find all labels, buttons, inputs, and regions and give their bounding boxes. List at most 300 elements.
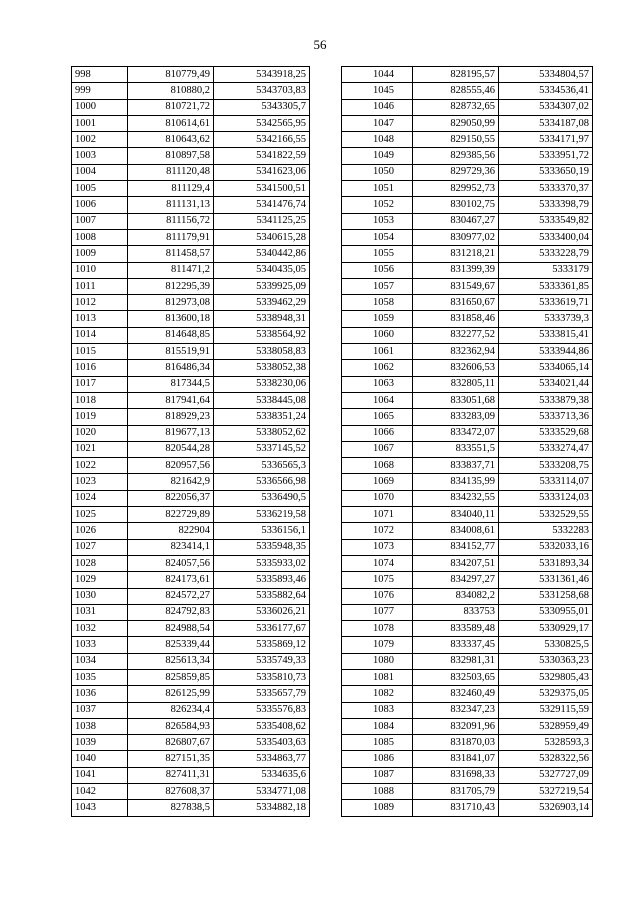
y-coordinate-cell: 5333619,71	[499, 295, 593, 311]
y-coordinate-cell: 5333124,03	[499, 490, 593, 506]
table-row	[342, 376, 593, 392]
table-row	[72, 718, 310, 734]
x-coordinate-cell: 824173,61	[128, 572, 214, 588]
y-coordinate-cell: 5334187,08	[499, 115, 593, 131]
table-row	[342, 490, 593, 506]
y-coordinate-cell: 5333650,19	[499, 164, 593, 180]
point-number-cell: 1046	[342, 99, 413, 115]
y-coordinate-cell: 5339925,09	[214, 278, 310, 294]
y-coordinate-cell: 5340615,28	[214, 229, 310, 245]
x-coordinate-cell: 820957,56	[128, 458, 214, 474]
y-coordinate-cell: 5333549,82	[499, 213, 593, 229]
y-coordinate-cell: 5328593,3	[499, 735, 593, 751]
x-coordinate-cell: 826234,4	[128, 702, 214, 718]
table-row	[72, 99, 310, 115]
point-number-cell: 1081	[342, 669, 413, 685]
x-coordinate-cell: 811129,4	[128, 181, 214, 197]
y-coordinate-cell: 5332283	[499, 523, 593, 539]
table-row	[72, 327, 310, 343]
y-coordinate-cell: 5327219,54	[499, 784, 593, 800]
table-row	[342, 278, 593, 294]
x-coordinate-cell: 829050,99	[413, 115, 499, 131]
x-coordinate-cell: 834297,27	[413, 572, 499, 588]
y-coordinate-cell: 5333179	[499, 262, 593, 278]
table-row	[342, 555, 593, 571]
point-number-cell: 1033	[72, 637, 128, 653]
point-number-cell: 1078	[342, 621, 413, 637]
coordinates-table-left-body	[72, 67, 310, 817]
table-row	[72, 474, 310, 490]
table-row	[72, 213, 310, 229]
x-coordinate-cell: 828732,65	[413, 99, 499, 115]
x-coordinate-cell: 811156,72	[128, 213, 214, 229]
table-row	[342, 148, 593, 164]
y-coordinate-cell: 5334863,77	[214, 751, 310, 767]
y-coordinate-cell: 5341125,25	[214, 213, 310, 229]
y-coordinate-cell: 5334171,97	[499, 132, 593, 148]
table-row	[72, 360, 310, 376]
y-coordinate-cell: 5334307,02	[499, 99, 593, 115]
point-number-cell: 998	[72, 67, 128, 83]
table-row	[72, 604, 310, 620]
y-coordinate-cell: 5336156,1	[214, 523, 310, 539]
point-number-cell: 1029	[72, 572, 128, 588]
point-number-cell: 1076	[342, 588, 413, 604]
table-row	[72, 507, 310, 523]
table-row	[342, 653, 593, 669]
point-number-cell: 1042	[72, 784, 128, 800]
point-number-cell: 1064	[342, 392, 413, 408]
x-coordinate-cell: 830977,02	[413, 229, 499, 245]
y-coordinate-cell: 5336177,67	[214, 621, 310, 637]
point-number-cell: 1086	[342, 751, 413, 767]
x-coordinate-cell: 811471,2	[128, 262, 214, 278]
y-coordinate-cell: 5333274,47	[499, 441, 593, 457]
point-number-cell: 1028	[72, 555, 128, 571]
x-coordinate-cell: 833472,07	[413, 425, 499, 441]
table-row	[342, 572, 593, 588]
y-coordinate-cell: 5326903,14	[499, 800, 593, 816]
table-row	[342, 67, 593, 83]
x-coordinate-cell: 810614,61	[128, 115, 214, 131]
table-row	[72, 246, 310, 262]
x-coordinate-cell: 810721,72	[128, 99, 214, 115]
point-number-cell: 1045	[342, 83, 413, 99]
table-row	[342, 229, 593, 245]
point-number-cell: 1061	[342, 344, 413, 360]
table-row	[342, 686, 593, 702]
x-coordinate-cell: 825613,34	[128, 653, 214, 669]
table-row	[342, 621, 593, 637]
point-number-cell: 1068	[342, 458, 413, 474]
point-number-cell: 1039	[72, 735, 128, 751]
table-row	[342, 115, 593, 131]
table-row	[72, 392, 310, 408]
point-number-cell: 1017	[72, 376, 128, 392]
table-row	[342, 344, 593, 360]
x-coordinate-cell: 823414,1	[128, 539, 214, 555]
x-coordinate-cell: 810779,49	[128, 67, 214, 83]
point-number-cell: 1021	[72, 441, 128, 457]
y-coordinate-cell: 5336565,3	[214, 458, 310, 474]
point-number-cell: 1049	[342, 148, 413, 164]
y-coordinate-cell: 5332529,55	[499, 507, 593, 523]
x-coordinate-cell: 827411,31	[128, 767, 214, 783]
y-coordinate-cell: 5333951,72	[499, 148, 593, 164]
point-number-cell: 1036	[72, 686, 128, 702]
table-row	[72, 181, 310, 197]
table-row	[72, 115, 310, 131]
x-coordinate-cell: 829729,36	[413, 164, 499, 180]
point-number-cell: 1074	[342, 555, 413, 571]
page-number: 56	[313, 37, 327, 52]
table-row	[342, 474, 593, 490]
table-row	[342, 441, 593, 457]
y-coordinate-cell: 5328959,49	[499, 718, 593, 734]
x-coordinate-cell: 830102,75	[413, 197, 499, 213]
x-coordinate-cell: 831698,33	[413, 767, 499, 783]
table-row	[342, 800, 593, 816]
x-coordinate-cell: 826584,93	[128, 718, 214, 734]
table-row	[342, 311, 593, 327]
point-number-cell: 999	[72, 83, 128, 99]
table-row	[72, 784, 310, 800]
x-coordinate-cell: 825859,85	[128, 669, 214, 685]
x-coordinate-cell: 831399,39	[413, 262, 499, 278]
point-number-cell: 1011	[72, 278, 128, 294]
x-coordinate-cell: 831705,79	[413, 784, 499, 800]
y-coordinate-cell: 5338948,31	[214, 311, 310, 327]
table-row	[342, 409, 593, 425]
table-row	[342, 637, 593, 653]
x-coordinate-cell: 834152,77	[413, 539, 499, 555]
y-coordinate-cell: 5342565,95	[214, 115, 310, 131]
point-number-cell: 1008	[72, 229, 128, 245]
y-coordinate-cell: 5333529,68	[499, 425, 593, 441]
y-coordinate-cell: 5336219,58	[214, 507, 310, 523]
y-coordinate-cell: 5335576,83	[214, 702, 310, 718]
table-row	[72, 735, 310, 751]
table-row	[72, 344, 310, 360]
point-number-cell: 1071	[342, 507, 413, 523]
x-coordinate-cell: 826807,67	[128, 735, 214, 751]
table-row	[72, 376, 310, 392]
point-number-cell: 1038	[72, 718, 128, 734]
point-number-cell: 1018	[72, 392, 128, 408]
table-row	[342, 164, 593, 180]
point-number-cell: 1077	[342, 604, 413, 620]
table-row	[342, 132, 593, 148]
point-number-cell: 1069	[342, 474, 413, 490]
y-coordinate-cell: 5334804,57	[499, 67, 593, 83]
point-number-cell: 1022	[72, 458, 128, 474]
x-coordinate-cell: 811458,57	[128, 246, 214, 262]
table-row	[72, 669, 310, 685]
y-coordinate-cell: 5329375,05	[499, 686, 593, 702]
y-coordinate-cell: 5333815,41	[499, 327, 593, 343]
point-number-cell: 1003	[72, 148, 128, 164]
y-coordinate-cell: 5334882,18	[214, 800, 310, 816]
x-coordinate-cell: 827608,37	[128, 784, 214, 800]
x-coordinate-cell: 832277,52	[413, 327, 499, 343]
table-row	[72, 441, 310, 457]
point-number-cell: 1031	[72, 604, 128, 620]
table-row	[342, 523, 593, 539]
table-row	[72, 295, 310, 311]
table-row	[72, 311, 310, 327]
x-coordinate-cell: 825339,44	[128, 637, 214, 653]
x-coordinate-cell: 834008,61	[413, 523, 499, 539]
x-coordinate-cell: 810880,2	[128, 83, 214, 99]
coordinates-table-right-body	[342, 67, 593, 817]
point-number-cell: 1047	[342, 115, 413, 131]
point-number-cell: 1035	[72, 669, 128, 685]
point-number-cell: 1067	[342, 441, 413, 457]
y-coordinate-cell: 5331258,68	[499, 588, 593, 604]
y-coordinate-cell: 5333398,79	[499, 197, 593, 213]
table-row	[342, 588, 593, 604]
y-coordinate-cell: 5335657,79	[214, 686, 310, 702]
table-row	[72, 83, 310, 99]
x-coordinate-cell: 831650,67	[413, 295, 499, 311]
point-number-cell: 1001	[72, 115, 128, 131]
y-coordinate-cell: 5327727,09	[499, 767, 593, 783]
point-number-cell: 1087	[342, 767, 413, 783]
y-coordinate-cell: 5329115,59	[499, 702, 593, 718]
point-number-cell: 1004	[72, 164, 128, 180]
x-coordinate-cell: 816486,34	[128, 360, 214, 376]
x-coordinate-cell: 811120,48	[128, 164, 214, 180]
x-coordinate-cell: 827151,35	[128, 751, 214, 767]
point-number-cell: 1020	[72, 425, 128, 441]
point-number-cell: 1066	[342, 425, 413, 441]
table-row	[342, 295, 593, 311]
y-coordinate-cell: 5336490,5	[214, 490, 310, 506]
x-coordinate-cell: 815519,91	[128, 344, 214, 360]
point-number-cell: 1084	[342, 718, 413, 734]
table-row	[72, 197, 310, 213]
x-coordinate-cell: 822729,89	[128, 507, 214, 523]
point-number-cell: 1070	[342, 490, 413, 506]
x-coordinate-cell: 819677,13	[128, 425, 214, 441]
point-number-cell: 1019	[72, 409, 128, 425]
table-row	[72, 164, 310, 180]
point-number-cell: 1043	[72, 800, 128, 816]
point-number-cell: 1030	[72, 588, 128, 604]
x-coordinate-cell: 833837,71	[413, 458, 499, 474]
y-coordinate-cell: 5333361,85	[499, 278, 593, 294]
point-number-cell: 1063	[342, 376, 413, 392]
x-coordinate-cell: 831858,46	[413, 311, 499, 327]
x-coordinate-cell: 831218,21	[413, 246, 499, 262]
y-coordinate-cell: 5330363,23	[499, 653, 593, 669]
x-coordinate-cell: 832460,49	[413, 686, 499, 702]
point-number-cell: 1016	[72, 360, 128, 376]
x-coordinate-cell: 813600,18	[128, 311, 214, 327]
y-coordinate-cell: 5343703,83	[214, 83, 310, 99]
point-number-cell: 1023	[72, 474, 128, 490]
coordinates-table-left	[71, 66, 310, 817]
table-row	[342, 604, 593, 620]
y-coordinate-cell: 5335403,63	[214, 735, 310, 751]
x-coordinate-cell: 817941,64	[128, 392, 214, 408]
point-number-cell: 1072	[342, 523, 413, 539]
coordinates-table-right	[341, 66, 593, 817]
x-coordinate-cell: 832091,96	[413, 718, 499, 734]
y-coordinate-cell: 5341500,51	[214, 181, 310, 197]
x-coordinate-cell: 829952,73	[413, 181, 499, 197]
table-row	[342, 458, 593, 474]
point-number-cell: 1025	[72, 507, 128, 523]
x-coordinate-cell: 832606,53	[413, 360, 499, 376]
y-coordinate-cell: 5335869,12	[214, 637, 310, 653]
y-coordinate-cell: 5338052,38	[214, 360, 310, 376]
point-number-cell: 1037	[72, 702, 128, 718]
y-coordinate-cell: 5334065,14	[499, 360, 593, 376]
x-coordinate-cell: 833051,68	[413, 392, 499, 408]
y-coordinate-cell: 5341822,59	[214, 148, 310, 164]
point-number-cell: 1041	[72, 767, 128, 783]
x-coordinate-cell: 833283,09	[413, 409, 499, 425]
table-row	[342, 392, 593, 408]
y-coordinate-cell: 5343918,25	[214, 67, 310, 83]
y-coordinate-cell: 5333114,07	[499, 474, 593, 490]
y-coordinate-cell: 5335933,02	[214, 555, 310, 571]
y-coordinate-cell: 5333400,04	[499, 229, 593, 245]
point-number-cell: 1012	[72, 295, 128, 311]
x-coordinate-cell: 824988,54	[128, 621, 214, 637]
x-coordinate-cell: 832347,23	[413, 702, 499, 718]
x-coordinate-cell: 812973,08	[128, 295, 214, 311]
point-number-cell: 1009	[72, 246, 128, 262]
point-number-cell: 1014	[72, 327, 128, 343]
table-row	[342, 213, 593, 229]
x-coordinate-cell: 828555,46	[413, 83, 499, 99]
y-coordinate-cell: 5334021,44	[499, 376, 593, 392]
point-number-cell: 1055	[342, 246, 413, 262]
y-coordinate-cell: 5336026,21	[214, 604, 310, 620]
table-row	[72, 767, 310, 783]
y-coordinate-cell: 5329805,43	[499, 669, 593, 685]
point-number-cell: 1079	[342, 637, 413, 653]
y-coordinate-cell: 5339462,29	[214, 295, 310, 311]
x-coordinate-cell: 829385,56	[413, 148, 499, 164]
x-coordinate-cell: 832805,11	[413, 376, 499, 392]
point-number-cell: 1080	[342, 653, 413, 669]
y-coordinate-cell: 5338052,62	[214, 425, 310, 441]
point-number-cell: 1083	[342, 702, 413, 718]
x-coordinate-cell: 811131,13	[128, 197, 214, 213]
point-number-cell: 1034	[72, 653, 128, 669]
y-coordinate-cell: 5338445,08	[214, 392, 310, 408]
y-coordinate-cell: 5336566,98	[214, 474, 310, 490]
point-number-cell: 1015	[72, 344, 128, 360]
x-coordinate-cell: 832981,31	[413, 653, 499, 669]
y-coordinate-cell: 5335749,33	[214, 653, 310, 669]
table-row	[342, 360, 593, 376]
x-coordinate-cell: 830467,27	[413, 213, 499, 229]
y-coordinate-cell: 5333879,38	[499, 392, 593, 408]
y-coordinate-cell: 5328322,56	[499, 751, 593, 767]
y-coordinate-cell: 5332033,16	[499, 539, 593, 555]
table-row	[342, 246, 593, 262]
point-number-cell: 1007	[72, 213, 128, 229]
point-number-cell: 1059	[342, 311, 413, 327]
point-number-cell: 1057	[342, 278, 413, 294]
x-coordinate-cell: 833753	[413, 604, 499, 620]
table-row	[72, 409, 310, 425]
table-row	[342, 99, 593, 115]
table-row	[72, 67, 310, 83]
y-coordinate-cell: 5334635,6	[214, 767, 310, 783]
point-number-cell: 1060	[342, 327, 413, 343]
y-coordinate-cell: 5341623,06	[214, 164, 310, 180]
table-row	[72, 702, 310, 718]
point-number-cell: 1005	[72, 181, 128, 197]
table-row	[72, 751, 310, 767]
x-coordinate-cell: 817344,5	[128, 376, 214, 392]
x-coordinate-cell: 826125,99	[128, 686, 214, 702]
y-coordinate-cell: 5335882,64	[214, 588, 310, 604]
table-row	[342, 181, 593, 197]
table-row	[72, 262, 310, 278]
y-coordinate-cell: 5333713,36	[499, 409, 593, 425]
y-coordinate-cell: 5334771,08	[214, 784, 310, 800]
point-number-cell: 1053	[342, 213, 413, 229]
x-coordinate-cell: 834040,11	[413, 507, 499, 523]
point-number-cell: 1088	[342, 784, 413, 800]
table-row	[342, 718, 593, 734]
y-coordinate-cell: 5330825,5	[499, 637, 593, 653]
table-row	[72, 686, 310, 702]
table-row	[342, 784, 593, 800]
x-coordinate-cell: 810897,58	[128, 148, 214, 164]
table-row	[342, 539, 593, 555]
point-number-cell: 1024	[72, 490, 128, 506]
y-coordinate-cell: 5331893,34	[499, 555, 593, 571]
x-coordinate-cell: 827838,5	[128, 800, 214, 816]
table-row	[342, 507, 593, 523]
table-row	[342, 735, 593, 751]
table-row	[342, 262, 593, 278]
x-coordinate-cell: 824792,83	[128, 604, 214, 620]
y-coordinate-cell: 5333370,37	[499, 181, 593, 197]
y-coordinate-cell: 5333944,86	[499, 344, 593, 360]
x-coordinate-cell: 822904	[128, 523, 214, 539]
table-row	[342, 197, 593, 213]
point-number-cell: 1040	[72, 751, 128, 767]
point-number-cell: 1000	[72, 99, 128, 115]
table-row	[72, 555, 310, 571]
table-row	[72, 637, 310, 653]
table-row	[342, 702, 593, 718]
y-coordinate-cell: 5335408,62	[214, 718, 310, 734]
table-row	[72, 800, 310, 816]
table-row	[72, 653, 310, 669]
point-number-cell: 1051	[342, 181, 413, 197]
y-coordinate-cell: 5338351,24	[214, 409, 310, 425]
x-coordinate-cell: 834232,55	[413, 490, 499, 506]
point-number-cell: 1002	[72, 132, 128, 148]
x-coordinate-cell: 818929,23	[128, 409, 214, 425]
x-coordinate-cell: 833337,45	[413, 637, 499, 653]
y-coordinate-cell: 5333739,3	[499, 311, 593, 327]
y-coordinate-cell: 5335893,46	[214, 572, 310, 588]
point-number-cell: 1073	[342, 539, 413, 555]
x-coordinate-cell: 834135,99	[413, 474, 499, 490]
x-coordinate-cell: 831841,07	[413, 751, 499, 767]
point-number-cell: 1089	[342, 800, 413, 816]
